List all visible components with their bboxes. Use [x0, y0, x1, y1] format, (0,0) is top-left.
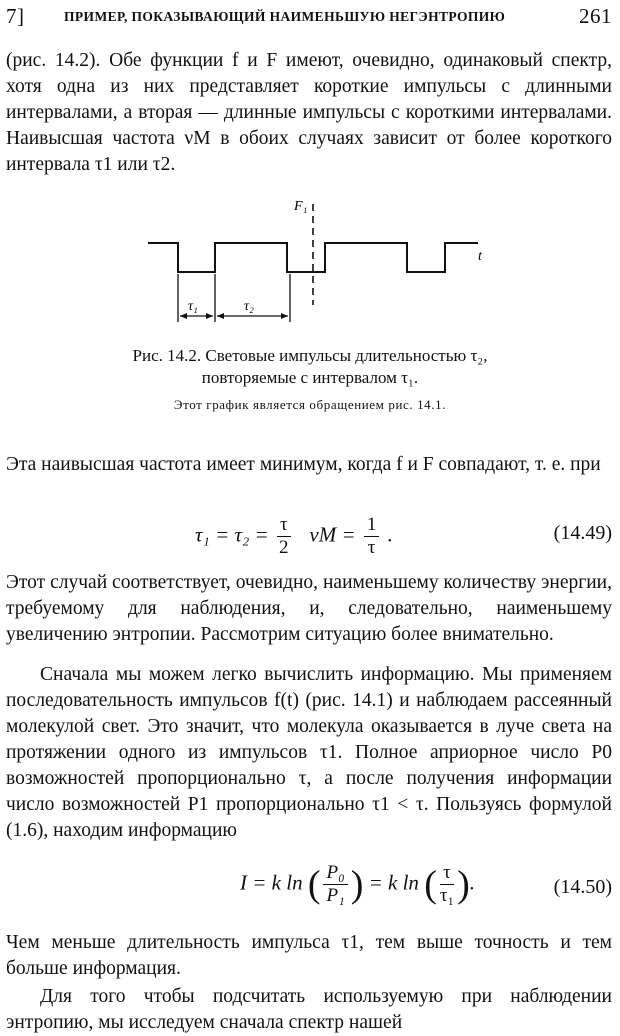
pulse-diagram — [0, 190, 620, 340]
page-number: 261 — [579, 4, 612, 28]
eq2-frac1-denominator: P₁ — [326, 885, 345, 906]
eq2-frac1-numerator: P₀ — [323, 862, 347, 885]
paragraph-2: Эта наивысшая частота имеет минимум, когда f и F совпадают, т. е. при — [6, 454, 601, 475]
label-tau1: τ₁ — [188, 299, 198, 314]
eq1-frac1-numerator: τ — [277, 514, 291, 537]
eq2-tail: . — [469, 870, 476, 895]
figure-14-2 — [0, 190, 620, 340]
label-tau2: τ₂ — [244, 299, 254, 314]
equation-number-14-49: (14.49) — [553, 522, 612, 544]
eq2-fraction-1 — [323, 862, 347, 907]
eq2-paren-open-2: ( — [424, 863, 437, 906]
running-title: ПРИМЕР, ПОКАЗЫВАЮЩИЙ НАИМЕНЬШУЮ НЕГЭНТРОПИЮ — [64, 9, 506, 24]
eq2-lhs: I = k ln — [240, 870, 303, 895]
paragraph-5: Чем меньше длительность импульса τ1, тем выше точность и тем больше информация. — [6, 932, 612, 979]
label-F: F₁ — [294, 199, 308, 214]
eq2-paren-open-1: ( — [307, 863, 321, 906]
eq1-fraction-1 — [277, 514, 291, 559]
eq2-mid: = k ln — [368, 870, 419, 895]
paragraph-6: Для того чтобы подсчитать используемую при наблюдении энтропию, мы исследуем сначала спектр нашей — [6, 986, 612, 1033]
equation-14-50-expression — [240, 862, 475, 907]
equation-number-14-50: (14.50) — [553, 876, 612, 898]
section-number: 7] — [6, 4, 25, 28]
equation-14-50 — [0, 862, 620, 918]
eq2-frac2-numerator: τ — [440, 862, 454, 885]
eq2-paren-close-2: ) — [457, 863, 470, 906]
eq1-mid: νM = — [309, 522, 356, 547]
paragraph-3: Этот случай соответствует, очевидно, наименьшему количеству энергии, требуемому для наблюдения, и, следовательно, наименьшему увеличению энтропии. Рассмотрим ситуацию более внимательно. — [6, 572, 612, 645]
eq1-frac1-denominator: 2 — [279, 537, 289, 558]
equation-14-49 — [0, 510, 620, 566]
equation-14-49-expression — [195, 514, 393, 559]
figure-caption-line-1: Рис. 14.2. Световые импульсы длительностью τ₂, — [132, 346, 488, 365]
eq2-frac2-denominator: τ₁ — [439, 885, 455, 906]
paragraph-4: Сначала мы можем легко вычислить информацию. Мы применяем последовательность импульсов f(t) (рис. 14.1) и наблюдаем рассеянный молекулой свет. Это значит, что молекула оказывается в луче света на протяжении одного из импульсов τ1. Полное априорное число P0 возможностей пропорционально τ, а после получения информации число возможностей P1 пропорционально τ1 < τ. Пользуясь формулой (1.6), находим информацию — [6, 664, 612, 841]
label-t: t — [478, 249, 482, 264]
eq1-frac2-denominator: τ — [367, 537, 376, 558]
eq1-lhs: τ₁ = τ₂ = — [195, 522, 269, 547]
page-header — [6, 4, 612, 30]
eq1-frac2-numerator: 1 — [364, 514, 380, 537]
eq1-fraction-2 — [364, 514, 380, 559]
figure-caption-line-2: повторяемые с интервалом τ₁. — [201, 368, 419, 387]
eq2-fraction-2 — [440, 862, 454, 907]
paragraph-1: (рис. 14.2). Обе функции f и F имеют, очевидно, одинаковый спектр, хотя одна из них представляет короткие импульсы с длинными интервалами, а вторая — длинные импульсы с короткими интервалами. Наивысшая частота νM в обоих случаях зависит от более короткого интервала τ1 или τ2. — [6, 50, 612, 175]
figure-caption-note: Этот график является обращением рис. 14.1. — [173, 397, 447, 412]
eq1-tail: . — [387, 522, 393, 547]
eq2-paren-close-1: ) — [350, 863, 364, 906]
